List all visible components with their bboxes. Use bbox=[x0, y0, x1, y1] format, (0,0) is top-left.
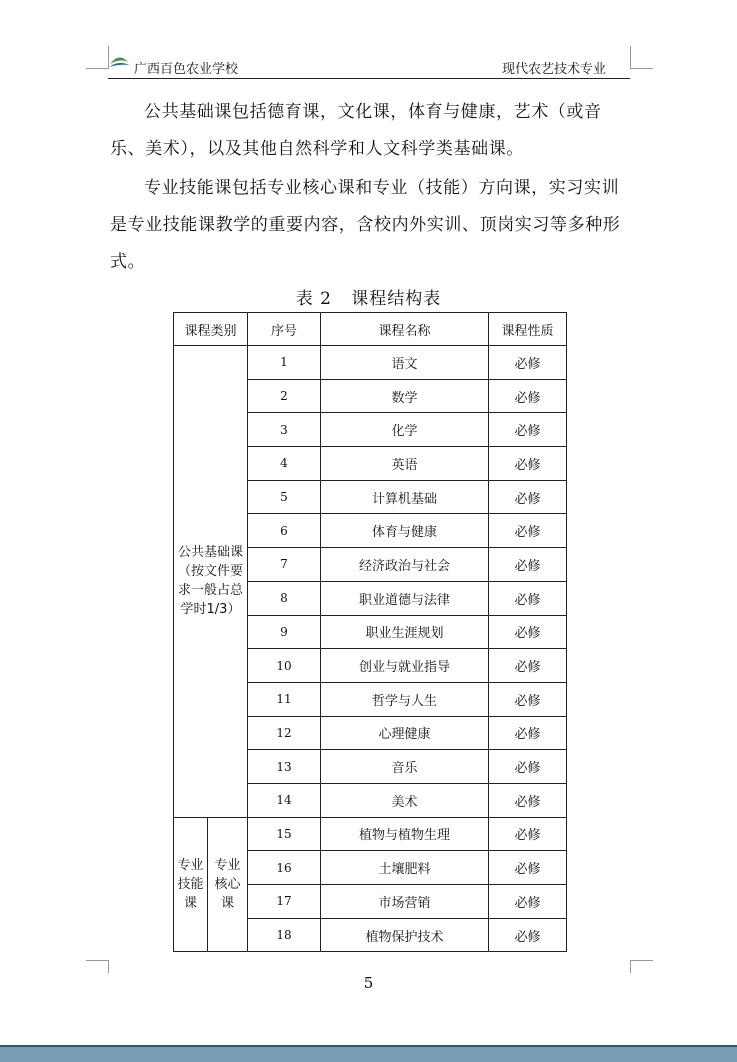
row-seq: 17 bbox=[248, 885, 321, 919]
row-course-nature: 必修 bbox=[489, 615, 567, 649]
row-course-name: 音乐 bbox=[321, 750, 489, 784]
row-course-name: 计算机基础 bbox=[321, 480, 489, 514]
paragraph-skill-courses: 专业技能课包括专业核心课和专业（技能）方向课，实习实训是专业技能课教学的重要内容，含校内外实训、顶岗实习等多种形式。 bbox=[110, 178, 621, 272]
row-seq: 11 bbox=[248, 682, 321, 716]
window-footer-bar bbox=[0, 1045, 737, 1062]
row-course-name: 植物保护技术 bbox=[321, 918, 489, 952]
crop-mark-bottom-left bbox=[86, 960, 109, 973]
row-course-nature: 必修 bbox=[489, 447, 567, 481]
row-seq: 15 bbox=[248, 817, 321, 851]
category-skill-core: 专业核心课 bbox=[208, 817, 248, 952]
row-course-nature: 必修 bbox=[489, 885, 567, 919]
school-logo-icon bbox=[108, 52, 130, 72]
row-course-name: 美术 bbox=[321, 783, 489, 817]
row-course-name: 植物与植物生理 bbox=[321, 817, 489, 851]
row-seq: 1 bbox=[248, 346, 321, 380]
row-course-name: 市场营销 bbox=[321, 885, 489, 919]
row-seq: 12 bbox=[248, 716, 321, 750]
crop-mark-top-right bbox=[630, 46, 653, 69]
table-row bbox=[174, 346, 567, 380]
header-seq: 序号 bbox=[248, 313, 321, 346]
row-course-name: 化学 bbox=[321, 413, 489, 447]
table-caption: 表 2 课程结构表 bbox=[295, 289, 442, 309]
row-seq: 4 bbox=[248, 447, 321, 481]
row-seq: 7 bbox=[248, 548, 321, 582]
crop-mark-bottom-right bbox=[630, 960, 653, 973]
row-course-nature: 必修 bbox=[489, 783, 567, 817]
row-course-name: 哲学与人生 bbox=[321, 682, 489, 716]
header-name: 课程名称 bbox=[321, 313, 489, 346]
row-course-nature: 必修 bbox=[489, 514, 567, 548]
row-course-name: 职业道德与法律 bbox=[321, 581, 489, 615]
row-course-name: 体育与健康 bbox=[321, 514, 489, 548]
row-course-nature: 必修 bbox=[489, 480, 567, 514]
row-course-nature: 必修 bbox=[489, 548, 567, 582]
crop-mark-top-left bbox=[86, 46, 109, 69]
row-course-nature: 必修 bbox=[489, 346, 567, 380]
row-course-name: 经济政治与社会 bbox=[321, 548, 489, 582]
row-course-nature: 必修 bbox=[489, 918, 567, 952]
row-seq: 6 bbox=[248, 514, 321, 548]
header-category: 课程类别 bbox=[174, 313, 248, 346]
row-course-name: 英语 bbox=[321, 447, 489, 481]
row-seq: 5 bbox=[248, 480, 321, 514]
category-public-basic: 公共基础课（按文件要求一般占总学时1/3） bbox=[174, 346, 248, 818]
row-course-name: 创业与就业指导 bbox=[321, 649, 489, 683]
row-course-nature: 必修 bbox=[489, 413, 567, 447]
row-seq: 10 bbox=[248, 649, 321, 683]
row-course-name: 职业生涯规划 bbox=[321, 615, 489, 649]
category-skill: 专业技能课 bbox=[174, 817, 208, 952]
row-seq: 13 bbox=[248, 750, 321, 784]
page-header bbox=[108, 46, 630, 79]
row-seq: 9 bbox=[248, 615, 321, 649]
row-course-nature: 必修 bbox=[489, 716, 567, 750]
page-number: 5 bbox=[363, 974, 374, 992]
course-structure-table bbox=[173, 312, 567, 952]
row-course-nature: 必修 bbox=[489, 379, 567, 413]
row-seq: 18 bbox=[248, 918, 321, 952]
row-seq: 3 bbox=[248, 413, 321, 447]
row-seq: 2 bbox=[248, 379, 321, 413]
row-seq: 16 bbox=[248, 851, 321, 885]
row-seq: 14 bbox=[248, 783, 321, 817]
row-course-nature: 必修 bbox=[489, 682, 567, 716]
row-course-nature: 必修 bbox=[489, 851, 567, 885]
table-header-row bbox=[174, 313, 567, 346]
row-course-name: 心理健康 bbox=[321, 716, 489, 750]
paragraph-public-courses: 公共基础课包括德育课，文化课，体育与健康，艺术（或音乐、美术），以及其他自然科学和人文科学类基础课。 bbox=[110, 102, 602, 159]
major-name: 现代农艺技术专业 bbox=[501, 62, 606, 77]
header-nature: 课程性质 bbox=[489, 313, 567, 346]
school-name: 广西百色农业学校 bbox=[134, 62, 239, 77]
row-course-nature: 必修 bbox=[489, 817, 567, 851]
row-seq: 8 bbox=[248, 581, 321, 615]
row-course-name: 土壤肥料 bbox=[321, 851, 489, 885]
row-course-name: 数学 bbox=[321, 379, 489, 413]
row-course-name: 语文 bbox=[321, 346, 489, 380]
row-course-nature: 必修 bbox=[489, 750, 567, 784]
table-row bbox=[174, 817, 567, 851]
row-course-nature: 必修 bbox=[489, 649, 567, 683]
row-course-nature: 必修 bbox=[489, 581, 567, 615]
